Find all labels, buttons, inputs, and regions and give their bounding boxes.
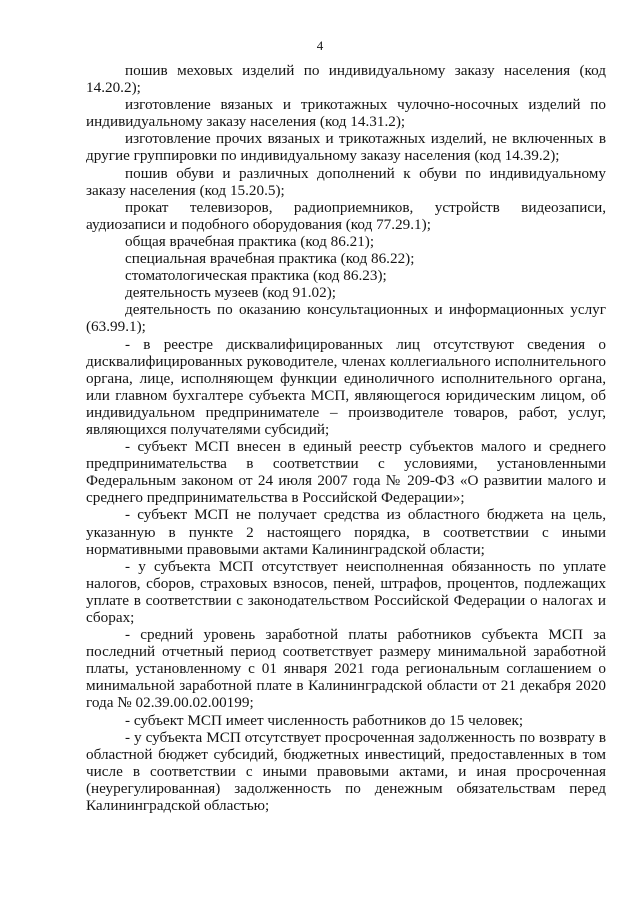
paragraph-general-practice: общая врачебная практика (код 86.21); xyxy=(125,232,375,250)
paragraph-special-practice: специальная врачебная практика (код 86.22); xyxy=(125,250,415,268)
paragraph-museums: деятельность музеев (код 91.02); xyxy=(125,284,336,302)
paragraph-consulting: деятельность по оказанию консультационных и информационных услуг (63.99.1); xyxy=(86,301,606,336)
paragraph-tax-obligations: - у субъекта МСП отсутствует неисполненная обязанность по уплате налогов, сборов, страховых взносов, пеней, штрафов, процентов, подлежащих уплате в соответствии с законодательством Российской Федерации о налогах и сборах; xyxy=(86,557,606,626)
paragraph-knitted-goods: изготовление прочих вязаных и трикотажных изделий, не включенных в другие группировки по индивидуальному заказу населения (код 14.39.2); xyxy=(86,130,606,165)
page-number: 4 xyxy=(316,38,324,53)
paragraph-budget-funds: - субъект МСП не получает средства из областного бюджета на цель, указанную в пункте 2 настоящего порядка, в соответствии с иными нормативными правовыми актами Калининградской области; xyxy=(86,506,606,558)
paragraph-footwear: пошив обуви и различных дополнений к обуви по индивидуальному заказу населения (код 15.20.5); xyxy=(86,164,606,199)
paragraph-headcount: - субъект МСП имеет численность работников до 15 человек; xyxy=(125,711,524,729)
paragraph-hosiery: изготовление вязаных и трикотажных чулочно-носочных изделий по индивидуальному заказу населения (код 14.31.2); xyxy=(86,96,606,131)
paragraph-average-wage: - средний уровень заработной платы работников субъекта МСП за последний отчетный период соответствует размеру минимальной заработной платы, установленному с 01 января 2021 года региональным соглашением о минимальной заработной плате в Калининградской области от 21 декабря 2020 года № 02.39.00.02.00199; xyxy=(86,626,606,712)
paragraph-equipment-rental: прокат телевизоров, радиоприемников, устройств видеозаписи, аудиозаписи и подобного оборудования (код 77.29.1); xyxy=(86,198,606,233)
paragraph-sme-registry: - субъект МСП внесен в единый реестр субъектов малого и среднего предпринимательства в соответствии с условиями, установленными Федеральным законом от 24 июля 2007 года № 209-ФЗ «О развитии малого и среднего предпринимательства в Российской Федерации»; xyxy=(86,438,606,507)
paragraph-fur-sewing: пошив меховых изделий по индивидуальному заказу населения (код 14.20.2); xyxy=(86,62,606,97)
document-body xyxy=(86,62,606,814)
paragraph-dental-practice: стоматологическая практика (код 86.23); xyxy=(125,267,387,285)
paragraph-overdue-debt: - у субъекта МСП отсутствует просроченная задолженность по возврату в областной бюджет субсидий, бюджетных инвестиций, предоставленных в том числе в соответствии с иными правовыми актами, и иная просроченная (неурегулированная) задолженность по денежным обязательствам перед Калининградской областью; xyxy=(86,728,606,815)
paragraph-disqualified-registry: - в реестре дисквалифицированных лиц отсутствуют сведения о дисквалифицированных руководителе, членах коллегиального исполнительного органа, лице, исполняющем функции единоличного исполнительного органа, или главном бухгалтере субъекта МСП, являющегося юридическим лицом, об индивидуальном предпринимателе – производителе товаров, работ, услуг, являющихся получателями субсидий; xyxy=(86,335,606,438)
